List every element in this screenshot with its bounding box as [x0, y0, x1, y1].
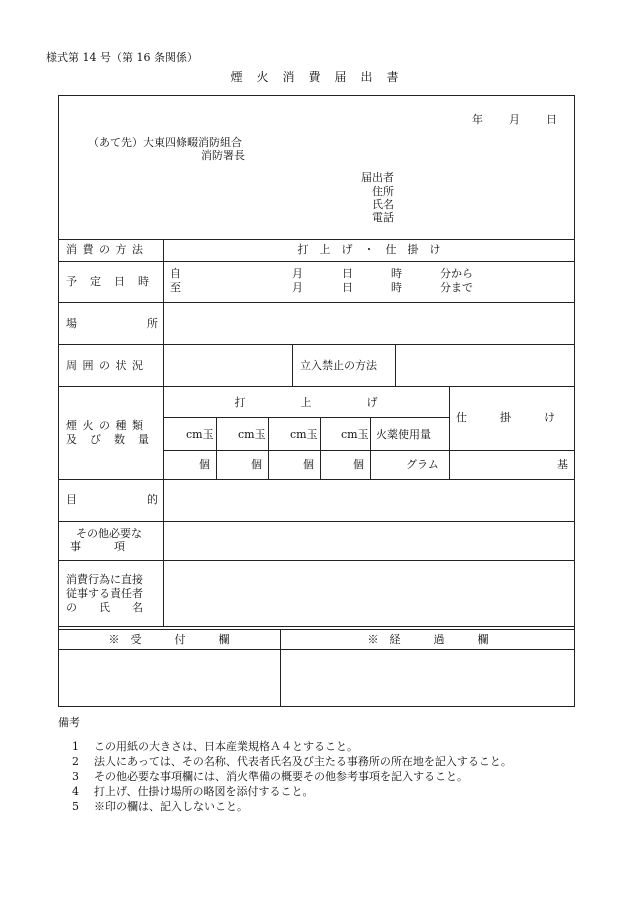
note-item: 5 ※印の欄は、記入しないこと。: [72, 800, 248, 813]
schedule-from-day[interactable]: 日: [342, 267, 353, 280]
applicant-phone-label[interactable]: 電話: [372, 211, 394, 224]
reception-label: ※ 受 付 欄: [108, 633, 230, 646]
shell-size-2[interactable]: cm玉: [238, 428, 266, 441]
place-field[interactable]: [164, 303, 574, 344]
shell-size-3[interactable]: cm玉: [290, 428, 318, 441]
progress-label: ※ 経 過 欄: [367, 633, 489, 646]
person-label-2: 従事する責任者: [66, 587, 143, 600]
schedule-label: 予 定 日 時: [66, 275, 150, 288]
notes-heading: 備考: [58, 716, 80, 729]
note-item: 4 打上げ、仕掛け場所の略図を添付すること。: [72, 785, 314, 798]
surroundings-label: 周 囲 の 状 況: [66, 359, 144, 372]
schedule-to-hour[interactable]: 時: [391, 281, 402, 294]
shikake-header: 仕 掛 け: [456, 411, 555, 424]
schedule-from-hour[interactable]: 時: [391, 267, 402, 280]
place-label-left: 場: [66, 317, 77, 330]
date-day[interactable]: 日: [546, 113, 557, 126]
addressee-chief: 消防署長: [201, 149, 245, 162]
surroundings-field[interactable]: [164, 345, 291, 386]
count-4[interactable]: 個: [353, 458, 364, 471]
place-label-right: 所: [147, 317, 158, 330]
purpose-field[interactable]: [164, 480, 574, 521]
shikake-count[interactable]: 基: [557, 458, 568, 471]
method-label: 消 費 の 方 法: [66, 243, 144, 256]
powder-gram[interactable]: グラム: [406, 458, 439, 471]
schedule-to-day[interactable]: 日: [342, 281, 353, 294]
applicant-label: 届出者: [361, 171, 394, 184]
person-label-1: 消費行為に直接: [66, 573, 143, 586]
applicant-name-label[interactable]: 氏名: [372, 198, 394, 211]
form-title: 煙 火 消 費 届 出 書: [230, 70, 400, 84]
progress-field: [281, 650, 574, 706]
date-year[interactable]: 年: [472, 113, 483, 126]
person-label-3: の 氏 名: [66, 601, 143, 614]
other-label-2: 事 項: [70, 540, 125, 553]
count-2[interactable]: 個: [251, 458, 262, 471]
addressee: （あて先）大東四條畷消防組合: [88, 136, 242, 149]
count-1[interactable]: 個: [199, 458, 210, 471]
purpose-label-right: 的: [147, 493, 158, 506]
reception-field: [59, 650, 279, 706]
shell-size-1[interactable]: cm玉: [186, 428, 214, 441]
form-number: 様式第 14 号（第 16 条関係）: [46, 51, 198, 64]
schedule-to-kanji: 至: [170, 281, 181, 294]
count-3[interactable]: 個: [303, 458, 314, 471]
restriction-field[interactable]: [396, 345, 574, 386]
applicant-address-label[interactable]: 住所: [372, 185, 394, 198]
schedule-to-month[interactable]: 月: [292, 281, 303, 294]
restriction-label: 立入禁止の方法: [300, 359, 377, 372]
powder-label: 火薬使用量: [376, 428, 431, 441]
note-item: 3 その他必要な事項欄には、消火準備の概要その他参考事項を記入すること。: [72, 770, 468, 783]
date-month[interactable]: 月: [509, 113, 520, 126]
fireworks-label-1: 煙 火 の 種 類: [66, 419, 144, 432]
schedule-from-month[interactable]: 月: [292, 267, 303, 280]
fireworks-label-2: 及 び 数 量: [66, 433, 150, 446]
note-item: 1 この用紙の大きさは、日本産業規格Ａ４とすること。: [72, 740, 358, 753]
schedule-to-minute[interactable]: 分まで: [440, 281, 473, 294]
other-field[interactable]: [164, 522, 574, 560]
shell-size-4[interactable]: cm玉: [341, 428, 369, 441]
person-field[interactable]: [164, 561, 574, 625]
purpose-label-left: 目: [66, 493, 77, 506]
other-label-1: その他必要な: [76, 527, 142, 540]
uchiage-header: 打 上 げ: [234, 396, 378, 409]
schedule-from-kanji: 自: [170, 267, 181, 280]
method-value[interactable]: 打 上 げ ・ 仕 掛 け: [297, 243, 441, 256]
schedule-from-minute[interactable]: 分から: [440, 267, 473, 280]
note-item: 2 法人にあっては、その名称、代表者氏名及び主たる事務所の所在地を記入すること。: [72, 755, 512, 768]
